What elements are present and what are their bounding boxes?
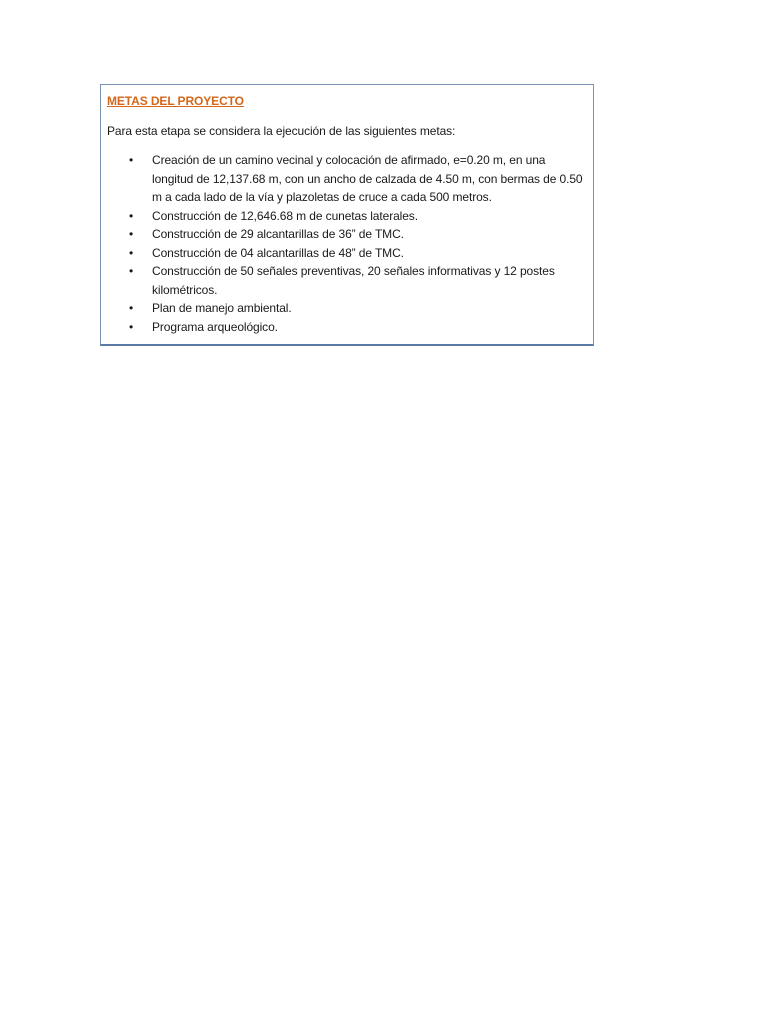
list-item [107, 151, 586, 207]
list-item-text: Construcción de 12,646.68 m de cunetas laterales. [152, 208, 418, 223]
list-item [107, 207, 586, 226]
list-item-text: Plan de manejo ambiental. [152, 301, 292, 315]
goals-list [107, 151, 586, 336]
list-item-text: Construcción de 29 alcantarillas de 36” de TMC. [152, 227, 404, 241]
list-item-text: Construcción de 50 señales preventivas, 20 señales informativas y 12 postes kilométricos. [152, 264, 555, 297]
bullet-icon: • [129, 208, 134, 223]
list-item-text: Programa arqueológico. [152, 319, 278, 334]
intro-paragraph: Para esta etapa se considera la ejecución de las siguientes metas: [107, 124, 456, 138]
list-item [107, 299, 586, 318]
list-item [107, 244, 586, 263]
bullet-icon: • [129, 264, 134, 278]
list-item [107, 262, 586, 299]
project-goals-box [100, 84, 594, 346]
bullet-icon: • [129, 301, 134, 315]
list-item-text: Construcción de 04 alcantarillas de 48” de TMC. [152, 245, 404, 260]
bullet-icon: • [129, 319, 134, 334]
bullet-icon: • [129, 227, 134, 241]
section-heading: METAS DEL PROYECTO [107, 94, 244, 108]
list-item [107, 318, 586, 337]
list-item [107, 225, 586, 244]
list-item-text: Creación de un camino vecinal y colocación de afirmado, e=0.20 m, en una longitud de 12,137.68 m, con un ancho de calzada de 4.50 m, con bermas de 0.50 m a cada lado de la vía y plazoletas de cruce a cada 500 metros. [152, 153, 583, 204]
bullet-icon: • [129, 245, 134, 260]
bullet-icon: • [129, 153, 134, 167]
